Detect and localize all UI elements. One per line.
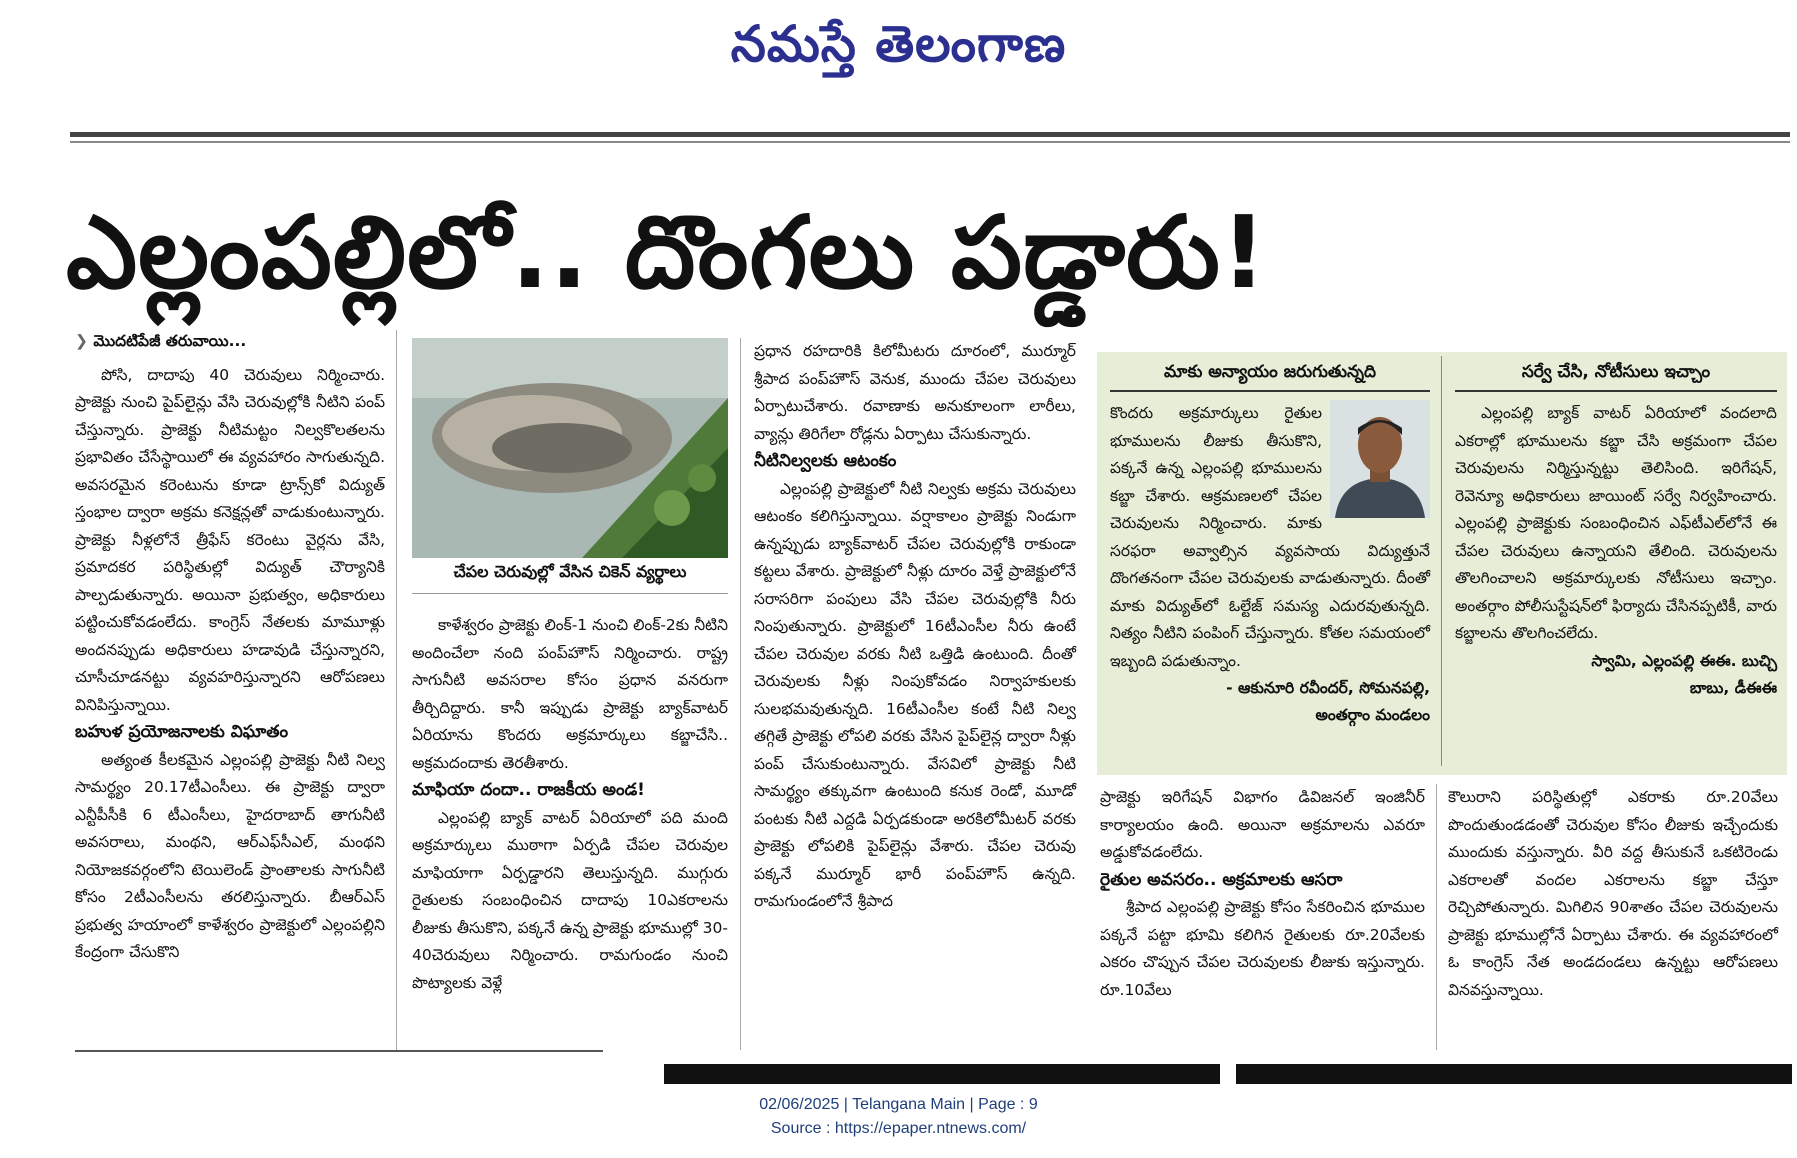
column-divider — [740, 338, 741, 1050]
signature-line-1: స్వామి, ఎల్లంపల్లి ఈఈ. బుచ్చి — [1591, 651, 1777, 670]
col2-paragraph-1: కాళేశ్వరం ప్రాజెక్టు లింక్-1 నుంచి లింక్-2కు నీటిని అందించేలా నంది పంప్‌హౌస్ నిర్మించారు. రాష్ట్ర సాగునీటి అవసరాల కోసం ప్రధాన వనరుగా తీర్చిదిద్దారు. కానీ ఇప్పుడు ప్రాజెక్టు బ్యాక్‌వాటర్ ఏరియాను కొందరు అక్రమార్కులు కబ్జాచేసి.. అక్రమదందాకు తెరతీశారు. — [412, 616, 728, 772]
col2-paragraph-2: ఎల్లంపల్లి బ్యాక్ వాటర్ ఏరియాలో పది మంది అక్రమార్కులు ముఠాగా ఏర్పడి చేపల చెరువుల మాఫియాగా ఏర్పడ్డారని తెలుస్తున్నది. ముగ్గురు రైతులకు సంబంధించిన దాదాపు 10ఎకరాలను లీజుకు తీసుకొని, పక్కనే ఉన్న ప్రాజెక్టు భూముల్లో 30-40చెరువులు నిర్మించారు. రామగుండం నుంచి పొట్యాలకు వెళ్లే — [412, 808, 728, 992]
next-article-strip — [1236, 1064, 1792, 1084]
signature-line-1: - ఆకునూరి రవీందర్, సోమనపల్లి, — [1226, 679, 1430, 697]
footer-source-link[interactable]: Source : https://epaper.ntnews.com/ — [770, 1120, 1027, 1137]
column-3 — [754, 338, 1076, 916]
col4-paragraph-2: శ్రీపాద ఎల్లంపల్లి ప్రాజెక్టు కోసం సేకరించిన భూముల పక్కనే పట్టా భూమి కలిగిన రైతులకు రూ.20వేలకు ఎకరం చొప్పున చేపల చెరువులకు లీజుకు ఇస్తున్నారు. రూ.10వేలు — [1100, 898, 1425, 999]
fish-pond-photo-illustration — [412, 338, 728, 558]
column-divider — [1436, 784, 1437, 1050]
farmer-quote-box — [1110, 362, 1430, 729]
col4-paragraph-1: ప్రాజెక్టు ఇరిగేషన్ విభాగం డివిజనల్ ఇంజినీర్ కార్యాలయం ఉంది. అయినా అక్రమాలను ఎవరూ అడ్డుకోవడంలేదు. — [1100, 788, 1425, 861]
chevron-right-icon: ❯ — [75, 332, 94, 350]
column-5 — [1448, 784, 1778, 1004]
col2-subhead: మాఫియా దందా.. రాజకీయ అండ! — [412, 780, 645, 800]
news-photo — [412, 338, 728, 558]
masthead-rule-thin — [70, 141, 1790, 143]
next-article-strip — [664, 1064, 1220, 1084]
footer-date-line: 02/06/2025 | Telangana Main | Page : 9 — [759, 1096, 1038, 1113]
continued-label: మొదటిపేజీ తరువాయి... — [93, 332, 247, 350]
signature-line-2: అంతర్గాం మండలం — [1315, 706, 1430, 724]
photo-caption: చేపల చెరువుల్లో వేసిన చికెన్ వ్యర్థాలు — [412, 562, 728, 594]
continued-from — [75, 328, 385, 356]
farmer-quote-signature — [1110, 675, 1430, 729]
masthead-rule — [70, 132, 1790, 137]
col4-subhead: రైతుల అవసరం.. అక్రమాలకు ఆసరా — [1100, 869, 1343, 890]
col3-subhead: నీటినిల్వలకు ఆటంకం — [754, 451, 897, 471]
column-2 — [412, 612, 728, 997]
avatar — [1330, 400, 1430, 518]
official-quote-title: సర్వే చేసి, నోటీసులు ఇచ్చాం — [1455, 362, 1777, 392]
column-divider — [396, 330, 397, 1050]
official-quote-box — [1455, 362, 1777, 702]
official-quote-text: ఎల్లంపల్లి బ్యాక్ వాటర్ ఏరియాలో వందలాది ఎకరాల్లో భూములను కబ్జా చేసి అక్రమంగా చేపల చెరువులను నిర్మిస్తున్నట్టు తెలిసింది. ఇరిగేషన్, రెవెన్యూ అధికారులు జాయింట్ సర్వే నిర్వహించారు. ఎల్లంపల్లి ప్రాజెక్టుకు సంబంధించిన ఎఫ్‌టీఎల్‌లోనే ఈ చేపల చెరువులు ఉన్నాయని తేలింది. చెరువులను తొలగించాలని అక్రమార్కులకు నోటీసులు ఇచ్చాం. అంతర్గాం పోలీసుస్టేషన్‌లో ఫిర్యాదు చేసినప్పటికీ, వారు కబ్జాలను తొలగించలేదు. — [1455, 404, 1777, 642]
signature-line-2: బాబు, డీఈఈ — [1689, 678, 1777, 697]
masthead-logo: నమస్తే తెలంగాణ — [730, 14, 1067, 73]
bottom-rule — [75, 1050, 603, 1052]
col3-paragraph-2: ఎల్లంపల్లి ప్రాజెక్టులో నీటి నిల్వకు అక్రమ చెరువులు ఆటంకం కలిగిస్తున్నాయి. వర్షాకాలం ప్రాజెక్టు నిండుగా ఉన్నప్పుడు బ్యాక్‌వాటర్ చేపల చెరువుల్లోకి రాకుండా కట్టలు వేశారు. ప్రాజెక్టులో నీళ్లు దూరం వెళ్తే ప్రాజెక్టులోనే సరాసరిగా పంపులు వేసి చేపల చెరువుల్లోకి నీరు నింపుతున్నారు. ప్రాజెక్టులో 16టీఎంసీల నీరు ఉంటే చేపల చెరువుల వరకు నీటి ఒత్తిడి ఉంటుంది. దీంతో చెరువులకు నీళ్లు నింపుకోవడం నిర్వాహకులకు సులభమవుతున్నది. 16టీఎంసీల కంటే నీటి నిల్వ తగ్గితే ప్రాజెక్టు లోపలి వరకు వేసిన పైప్‌లైన్ల ద్వారా నీళ్లు పంప్ చేసుకుంటున్నారు. వేసవిలో ప్రాజెక్టు నీటి సామర్థ్యం తక్కువగా ఉంటుంది కనుక రెండో, మూడో పంటకు నీటి ఎద్దడి ఏర్పడకుండా అరకిలోమీటర్ వరకు ప్రాజెక్టు లోపలికి పైప్‌లైన్లు వేశారు. చేపల చెరువు పక్కనే ముర్మూర్ భారీ పంప్‌హౌస్ ఉన్నది. రామగుండంలోనే శ్రీపాద — [754, 479, 1076, 910]
farmer-quote-title: మాకు అన్యాయం జరుగుతున్నది — [1110, 362, 1430, 392]
headline: ఎల్లంపల్లిలో.. దొంగలు పడ్డారు! — [66, 194, 1268, 311]
farmer-quote-text: కొందరు అక్రమార్కులు రైతుల భూములను లీజుకు తీసుకొని, పక్కనే ఉన్న ఎల్లంపల్లి భూములను కబ్జా చేశారు. ఆక్రమణలలో చేపల చెరువులను నిర్మించారు. మాకు సరఫరా అవ్వాల్సిన వ్యవసాయ విద్యుత్తునే దొంగతనంగా చేపల చెరువులకు వాడుతున్నారు. దీంతో మాకు విద్యుత్‌లో ఓల్టేజ్ సమస్య ఎదురవుతున్నది. నిత్యం నీటిని పంపింగ్ చేస్తున్నారు. కోతల సమయంలో ఇబ్బంది పడుతున్నాం. — [1110, 404, 1430, 670]
column-1 — [75, 328, 385, 967]
col5-paragraph-1: కౌలురాని పరిస్థితుల్లో ఎకరాకు రూ.20వేలు పొందుతుండడంతో చెరువుల కోసం లీజుకు ఇచ్చేందుకు ముందుకు వస్తున్నారు. వీరి వద్ద తీసుకునే ఒకటిరెండు ఎకరాలతో వందల ఎకరాలను కబ్జా చేస్తూ రెచ్చిపోతున్నారు. మిగిలిన 90శాతం చేపల చెరువులను ప్రాజెక్టు భూముల్లోనే ఏర్పాటు చేశారు. ఈ వ్యవహారంలో ఓ కాంగ్రెస్ నేత అండదండలు ఉన్నట్టు ఆరోపణలు వినవస్తున్నాయి. — [1448, 788, 1778, 999]
official-quote-signature — [1455, 648, 1777, 702]
col1-paragraph-1: పోసి, దాదాపు 40 చెరువులు నిర్మించారు. ప్రాజెక్టు నుంచి పైప్‌లైన్లు వేసి చెరువుల్లోకి నీటిని పంప్ చేస్తున్నారు. ప్రాజెక్టు నీటిమట్టం నిల్వకొలతలను ప్రభావితం చేసేస్థాయిలో ఈ వ్యవహారం సాగుతున్నది. అవసరమైన కరెంటును కూడా ట్రాన్స్‌కో విద్యుత్ స్తంభాల ద్వారా అక్రమ కనెక్షన్లతో వాడుకుంటున్నారు. ప్రాజెక్టు నీళ్లలోనే త్రీఫేస్ కరెంటు వైర్లను వేసి, ప్రమాదకర పరిస్థితుల్లో విద్యుత్ చౌర్యానికి పాల్పడుతున్నారు. అయినా ప్రభుత్వం, అధికారులు పట్టించుకోవడంలేదు. కాంగ్రెస్ నేతలకు మామూళ్లు అందనప్పుడు అధికారులు హడావుడి చేస్తున్నారని, చూసీచూడనట్టు వ్యవహరిస్తున్నారని ఆరోపణలు వినిపిస్తున్నాయి. — [75, 365, 385, 714]
col3-paragraph-1: ప్రధాన రహదారికి కిలోమీటరు దూరంలో, ముర్మూర్ శ్రీపాద పంప్‌హౌస్ వెనుక, ముందు చేపల చెరువులు ఏర్పాటుచేశారు. రవాణాకు అనుకూలంగా లారీలు, వ్యాన్లు తిరిగేలా రోడ్లను ఏర్పాటు చేసుకున్నారు. — [754, 342, 1076, 443]
col1-paragraph-2: అత్యంత కీలకమైన ఎల్లంపల్లి ప్రాజెక్టు నీటి నిల్వ సామర్థ్యం 20.17టీఎంసీలు. ఈ ప్రాజెక్టు ద్వారా ఎన్టీపీసీకి 6 టీఎంసీలు, హైదరాబాద్ తాగునీటి అవసరాలు, మంథని, ఆర్‌ఎఫ్‌సీఎల్, మంథని నియోజకవర్గంలోని టెయిలెండ్ ప్రాంతాలకు సాగునీటి కోసం 2టీఎంసీలను తరలిస్తున్నారు. బీఆర్‌ఎస్ ప్రభుత్వ హయాంలో కాళేశ్వరం ప్రాజెక్టులో ఎల్లంపల్లిని కేంద్రంగా చేసుకొని — [75, 750, 385, 961]
column-4 — [1100, 784, 1425, 1004]
col1-subhead: బహుళ ప్రయోజనాలకు విఘాతం — [75, 722, 289, 742]
box-divider — [1441, 356, 1442, 766]
